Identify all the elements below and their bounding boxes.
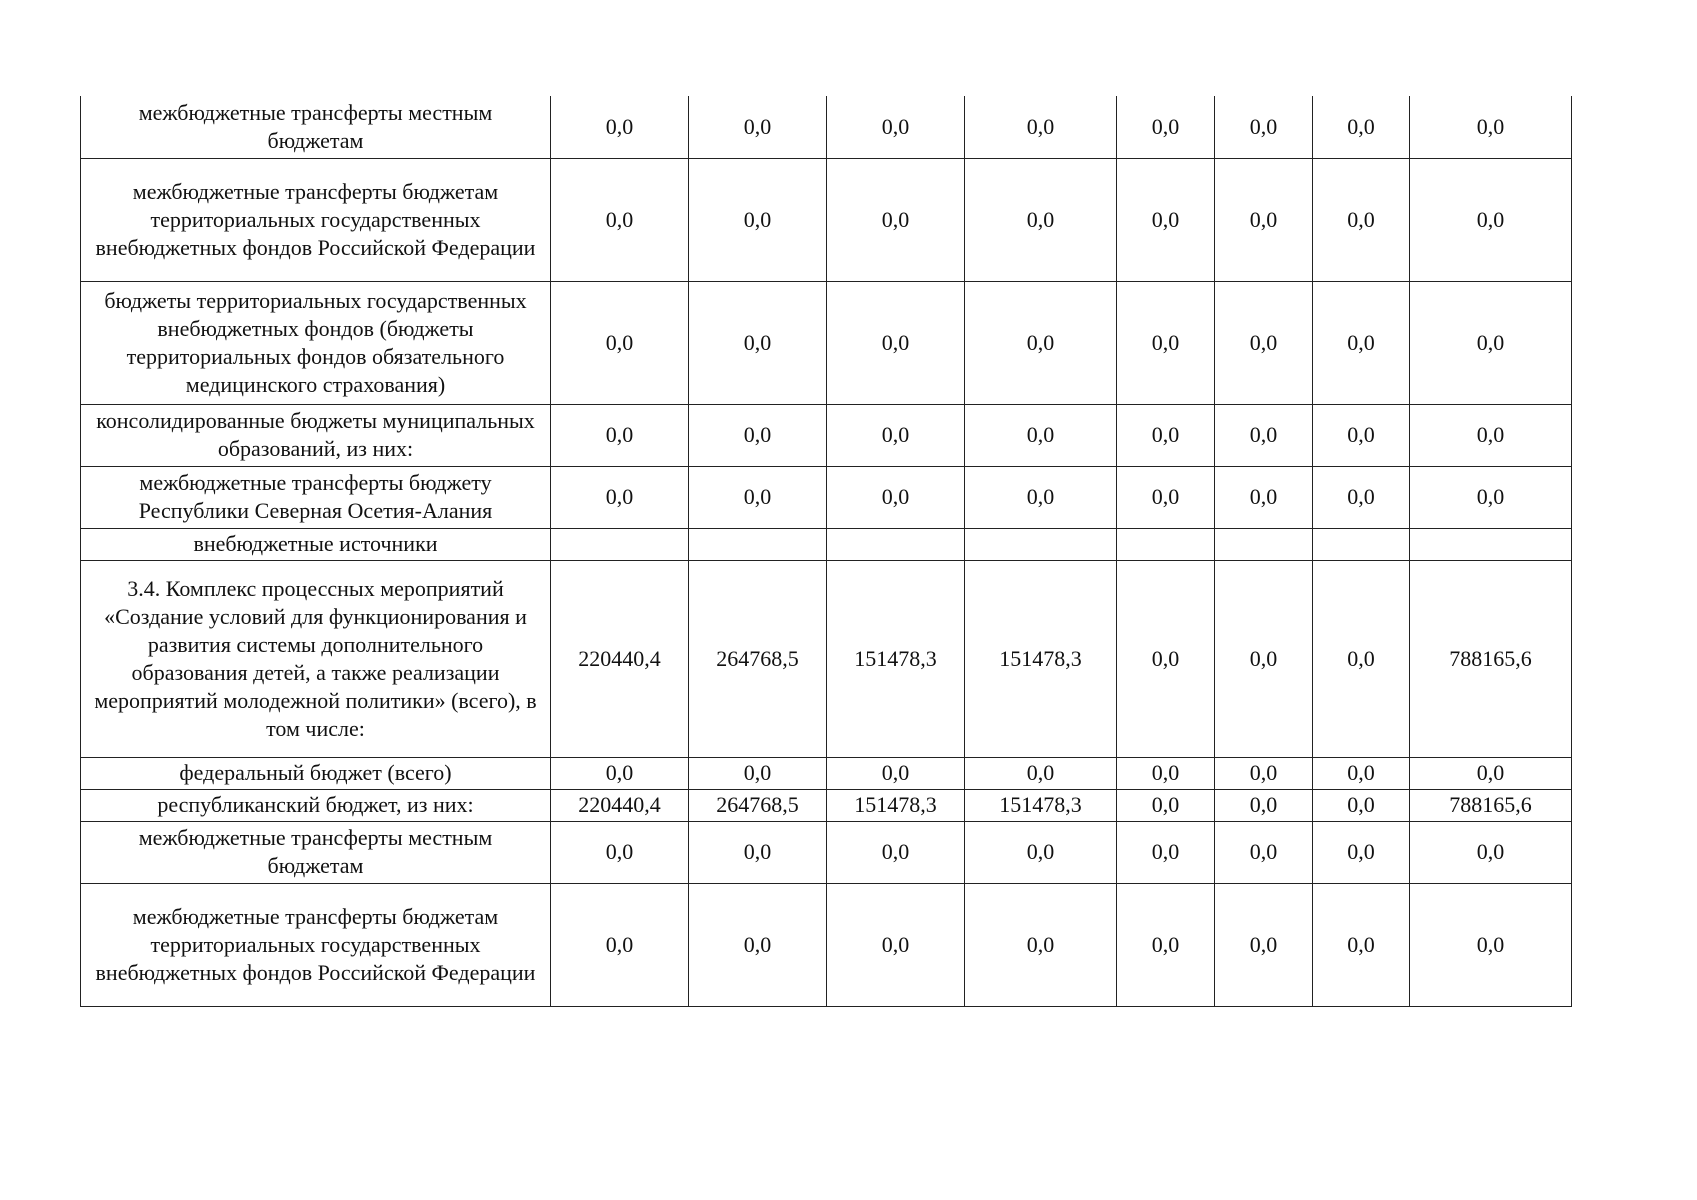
value-cell: 0,0 xyxy=(551,821,689,883)
value-cell: 151478,3 xyxy=(827,789,965,821)
value-cell: 0,0 xyxy=(1410,281,1572,404)
value-cell: 0,0 xyxy=(1117,789,1215,821)
value-cell: 0,0 xyxy=(965,281,1117,404)
value-cell: 0,0 xyxy=(551,466,689,528)
value-cell: 0,0 xyxy=(551,757,689,789)
value-cell: 0,0 xyxy=(1215,821,1313,883)
value-cell: 0,0 xyxy=(1215,560,1313,757)
value-cell: 0,0 xyxy=(1117,883,1215,1006)
value-cell: 151478,3 xyxy=(827,560,965,757)
value-cell: 151478,3 xyxy=(965,789,1117,821)
value-cell: 0,0 xyxy=(1313,158,1410,281)
value-cell: 0,0 xyxy=(1410,757,1572,789)
value-cell: 0,0 xyxy=(551,96,689,158)
value-cell: 220440,4 xyxy=(551,789,689,821)
value-cell: 0,0 xyxy=(1410,821,1572,883)
value-cell: 151478,3 xyxy=(965,560,1117,757)
value-cell xyxy=(1410,528,1572,560)
value-cell: 0,0 xyxy=(689,281,827,404)
value-cell: 0,0 xyxy=(1410,158,1572,281)
value-cell xyxy=(689,528,827,560)
table-row xyxy=(81,404,1572,466)
value-cell xyxy=(827,528,965,560)
value-cell: 0,0 xyxy=(1313,466,1410,528)
value-cell: 0,0 xyxy=(965,821,1117,883)
value-cell: 0,0 xyxy=(689,883,827,1006)
table-row xyxy=(81,466,1572,528)
value-cell: 264768,5 xyxy=(689,560,827,757)
value-cell: 0,0 xyxy=(827,404,965,466)
table-row xyxy=(81,821,1572,883)
value-cell: 0,0 xyxy=(965,883,1117,1006)
row-label-cell: федеральный бюджет (всего) xyxy=(81,757,551,789)
row-label-cell: межбюджетные трансферты бюджетам территориальных государственных внебюджетных фондов Российской Федерации xyxy=(81,158,551,281)
value-cell: 0,0 xyxy=(1117,821,1215,883)
value-cell: 0,0 xyxy=(1313,560,1410,757)
value-cell: 0,0 xyxy=(1410,96,1572,158)
table-row xyxy=(81,757,1572,789)
value-cell: 788165,6 xyxy=(1410,789,1572,821)
value-cell: 0,0 xyxy=(1215,466,1313,528)
value-cell: 0,0 xyxy=(1410,883,1572,1006)
value-cell: 0,0 xyxy=(1313,757,1410,789)
table-row xyxy=(81,883,1572,1006)
value-cell: 0,0 xyxy=(1215,883,1313,1006)
value-cell: 0,0 xyxy=(965,158,1117,281)
row-label-cell: межбюджетные трансферты местным бюджетам xyxy=(81,821,551,883)
value-cell: 788165,6 xyxy=(1410,560,1572,757)
value-cell: 0,0 xyxy=(689,96,827,158)
value-cell: 0,0 xyxy=(827,466,965,528)
value-cell: 0,0 xyxy=(1117,560,1215,757)
value-cell: 0,0 xyxy=(689,821,827,883)
row-label-cell: бюджеты территориальных государственных внебюджетных фондов (бюджеты территориальных фондов обязательного медицинского страхования) xyxy=(81,281,551,404)
value-cell: 0,0 xyxy=(965,404,1117,466)
row-label-cell: внебюджетные источники xyxy=(81,528,551,560)
table-row xyxy=(81,560,1572,757)
value-cell: 0,0 xyxy=(689,466,827,528)
value-cell: 0,0 xyxy=(965,96,1117,158)
value-cell: 0,0 xyxy=(1313,96,1410,158)
table-row xyxy=(81,158,1572,281)
value-cell: 0,0 xyxy=(1215,789,1313,821)
value-cell: 0,0 xyxy=(1215,96,1313,158)
value-cell: 0,0 xyxy=(965,466,1117,528)
value-cell: 0,0 xyxy=(1313,404,1410,466)
row-label-cell: межбюджетные трансферты бюджету Республики Северная Осетия-Алания xyxy=(81,466,551,528)
value-cell xyxy=(1215,528,1313,560)
value-cell xyxy=(1313,528,1410,560)
value-cell: 0,0 xyxy=(1117,96,1215,158)
value-cell: 0,0 xyxy=(1215,404,1313,466)
table-row xyxy=(81,281,1572,404)
value-cell: 0,0 xyxy=(1313,789,1410,821)
value-cell: 0,0 xyxy=(551,883,689,1006)
value-cell: 0,0 xyxy=(1215,281,1313,404)
value-cell: 0,0 xyxy=(551,281,689,404)
value-cell: 0,0 xyxy=(1410,404,1572,466)
value-cell: 0,0 xyxy=(689,404,827,466)
value-cell: 0,0 xyxy=(1313,883,1410,1006)
value-cell: 0,0 xyxy=(1117,466,1215,528)
table-row xyxy=(81,789,1572,821)
value-cell: 0,0 xyxy=(1215,757,1313,789)
value-cell: 0,0 xyxy=(1117,404,1215,466)
table-body xyxy=(81,96,1572,1006)
value-cell: 0,0 xyxy=(1313,821,1410,883)
value-cell xyxy=(551,528,689,560)
value-cell: 0,0 xyxy=(827,158,965,281)
value-cell: 0,0 xyxy=(1410,466,1572,528)
value-cell: 0,0 xyxy=(1215,158,1313,281)
value-cell xyxy=(965,528,1117,560)
value-cell: 0,0 xyxy=(965,757,1117,789)
value-cell: 0,0 xyxy=(689,158,827,281)
table-row xyxy=(81,528,1572,560)
row-label-cell: 3.4. Комплекс процессных мероприятий «Создание условий для функционирования и развития системы дополнительного образования детей, а также реализации мероприятий молодежной политики» (всего), в том числе: xyxy=(81,560,551,757)
value-cell: 264768,5 xyxy=(689,789,827,821)
value-cell: 0,0 xyxy=(827,821,965,883)
budget-table xyxy=(80,96,1572,1007)
value-cell: 0,0 xyxy=(689,757,827,789)
value-cell: 0,0 xyxy=(1117,281,1215,404)
table-row xyxy=(81,96,1572,158)
value-cell: 0,0 xyxy=(1117,158,1215,281)
value-cell: 0,0 xyxy=(827,757,965,789)
row-label-cell: межбюджетные трансферты местным бюджетам xyxy=(81,96,551,158)
value-cell xyxy=(1117,528,1215,560)
value-cell: 0,0 xyxy=(551,158,689,281)
value-cell: 0,0 xyxy=(827,96,965,158)
value-cell: 0,0 xyxy=(827,883,965,1006)
row-label-cell: межбюджетные трансферты бюджетам территориальных государственных внебюджетных фондов Российской Федерации xyxy=(81,883,551,1006)
value-cell: 220440,4 xyxy=(551,560,689,757)
value-cell: 0,0 xyxy=(1117,757,1215,789)
value-cell: 0,0 xyxy=(1313,281,1410,404)
value-cell: 0,0 xyxy=(827,281,965,404)
row-label-cell: республиканский бюджет, из них: xyxy=(81,789,551,821)
value-cell: 0,0 xyxy=(551,404,689,466)
row-label-cell: консолидированные бюджеты муниципальных образований, из них: xyxy=(81,404,551,466)
